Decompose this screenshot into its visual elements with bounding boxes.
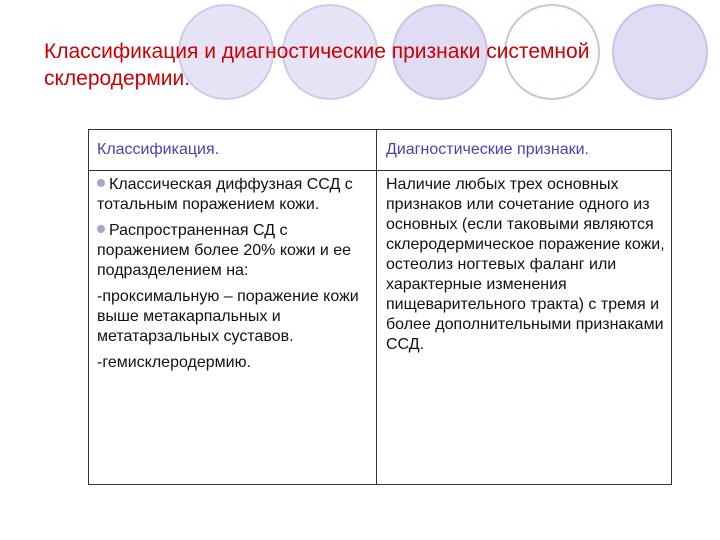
bullet-icon: [97, 225, 105, 233]
classification-table: [88, 129, 672, 485]
list-item: -гемисклеродермию.: [97, 354, 252, 371]
list-item: Классическая диффузная ССД с тотальным поражением кожи.: [97, 176, 353, 213]
classification-cell: [97, 175, 372, 379]
slide-title: Классификация и диагностические признаки системной склеродермии.: [44, 40, 590, 90]
header-classification: Классификация.: [97, 141, 220, 158]
bullet-icon: [97, 179, 105, 187]
column-divider: [376, 130, 377, 484]
list-item: Распространенная СД с поражением более 20% кожи и ее подразделением на:: [97, 222, 351, 279]
header-diagnostic-signs: Диагностические признаки.: [386, 141, 589, 158]
diagnostic-text: Наличие любых трех основных признаков или сочетание одного из основных (если таковыми являются склеродермическое поражение кожи, остеолиз ногтевых фаланг или характерные изменения пищеварительного тракта) с тремя и более дополнительными признаками ССД.: [386, 176, 665, 353]
diagnostic-signs-cell: [386, 175, 666, 355]
list-item: -проксимальную – поражение кожи выше метакарпальных и метатарзальных суставов.: [97, 288, 359, 345]
